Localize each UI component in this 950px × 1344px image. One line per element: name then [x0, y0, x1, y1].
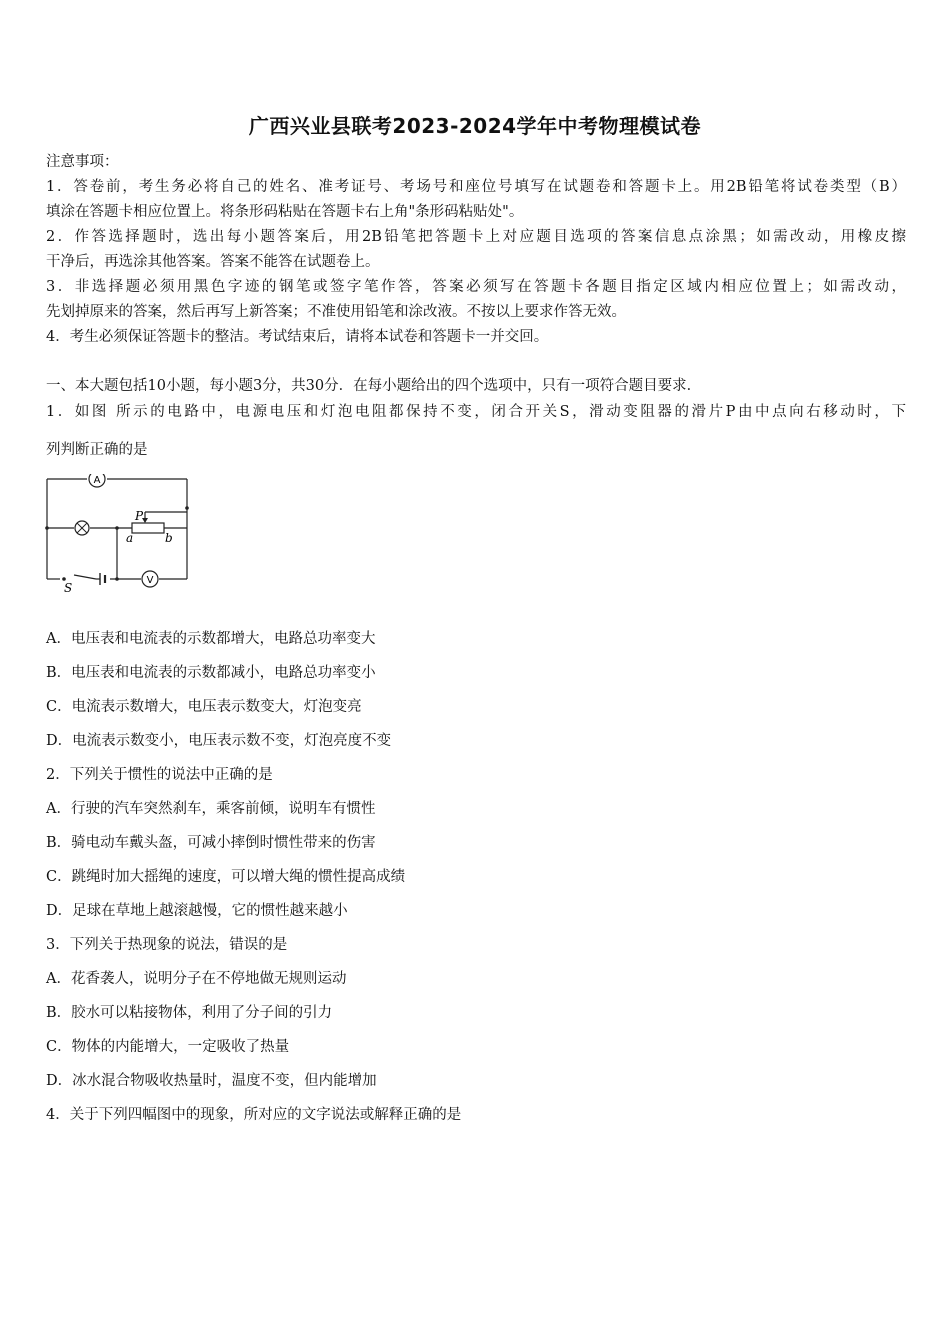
voltmeter-icon: [142, 571, 158, 587]
option-a: A．花香袭人，说明分子在不停地做无规则运动: [46, 971, 347, 987]
notice-line: 填涂在答题卡相应位置上。将条形码粘贴在答题卡右上角"条形码粘贴处"。: [46, 204, 524, 220]
option-b: B．胶水可以粘接物体，利用了分子间的引力: [46, 1005, 333, 1021]
page-title: 广西兴业县联考2023-2024学年中考物理模试卷: [248, 114, 702, 138]
question-1-stem-cont: 列判断正确的是: [46, 442, 148, 458]
notice-line: 2．作答选择题时，选出每小题答案后，用2B铅笔把答题卡上对应题目选项的答案信息点涂黑；如需改动，用橡皮擦: [46, 229, 906, 245]
notice-heading: 注意事项：: [46, 154, 119, 170]
option-d: D．电流表示数变小，电压表示数不变，灯泡亮度不变: [46, 733, 392, 749]
circuit-diagram: [44, 474, 194, 594]
notice-line: 4．考生必须保证答题卡的整洁。考试结束后，请将本试卷和答题卡一并交回。: [46, 329, 549, 345]
option-a: A．行驶的汽车突然刹车，乘客前倾，说明车有惯性: [46, 801, 376, 817]
rheostat-end-a: a: [126, 531, 134, 545]
switch-label: S: [64, 581, 73, 594]
option-d: D．冰水混合物吸收热量时，温度不变，但内能增加: [46, 1073, 377, 1089]
ammeter-icon: [89, 474, 105, 487]
question-4-stem: 4．关于下列四幅图中的现象，所对应的文字说法或解释正确的是: [46, 1107, 462, 1123]
slider-label: P: [135, 509, 144, 523]
notice-line: 3．非选择题必须用黑色字迹的钢笔或签字笔作答，答案必须写在答题卡各题目指定区域内相应位置上；如需改动，: [46, 279, 906, 295]
notice-line: 1．答卷前，考生务必将自己的姓名、准考证号、考场号和座位号填写在试题卷和答题卡上。用2B铅笔将试卷类型（B）: [46, 179, 906, 195]
voltmeter-label: V: [146, 575, 154, 586]
option-d: D．足球在草地上越滚越慢，它的惯性越来越小: [46, 903, 348, 919]
question-1-stem: 1．如图 所示的电路中，电源电压和灯泡电阻都保持不变，闭合开关S，滑动变阻器的滑片P由中点向右移动时，下: [46, 404, 906, 420]
notice-line: 干净后，再选涂其他答案。答案不能答在试题卷上。: [46, 254, 380, 270]
section-heading: 一、本大题包括10小题，每小题3分，共30分．在每小题给出的四个选项中，只有一项符合题目要求．: [46, 378, 702, 394]
option-c: C．物体的内能增大，一定吸收了热量: [46, 1039, 290, 1055]
notice-line: 先划掉原来的答案，然后再写上新答案；不准使用铅笔和涂改液。不按以上要求作答无效。: [46, 304, 626, 320]
option-b: B．电压表和电流表的示数都减小，电路总功率变小: [46, 665, 376, 681]
option-a: A．电压表和电流表的示数都增大，电路总功率变大: [46, 631, 376, 647]
option-c: C．跳绳时加大摇绳的速度，可以增大绳的惯性提高成绩: [46, 869, 406, 885]
question-2-stem: 2．下列关于惯性的说法中正确的是: [46, 767, 273, 783]
rheostat-end-b: b: [165, 531, 173, 545]
option-c: C．电流表示数增大，电压表示数变大，灯泡变亮: [46, 699, 362, 715]
question-3-stem: 3．下列关于热现象的说法，错误的是: [46, 937, 288, 953]
ammeter-label: A: [93, 475, 101, 486]
lamp-icon: [75, 521, 89, 535]
option-b: B．骑电动车戴头盔，可减小摔倒时惯性带来的伤害: [46, 835, 376, 851]
